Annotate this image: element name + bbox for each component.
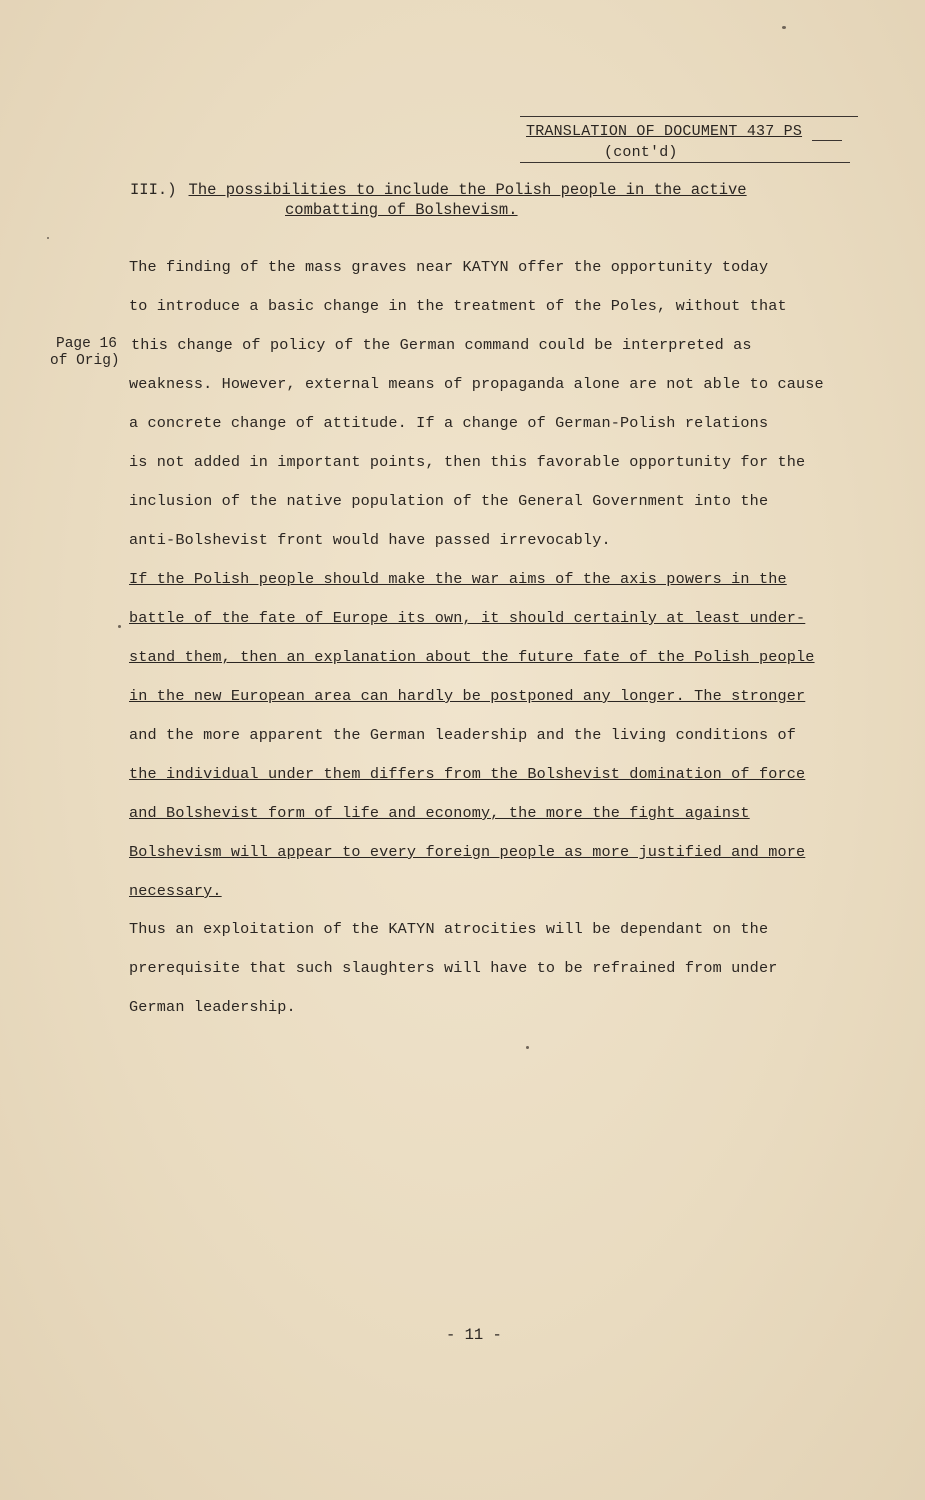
section-heading — [130, 180, 747, 219]
body-line: the individual under them differs from the Bolshevist domination of force — [129, 765, 806, 783]
body-line: inclusion of the native population of the General Government into the — [129, 492, 769, 510]
body-line: anti-Bolshevist front would have passed irrevocably. — [129, 531, 611, 549]
margin-note — [50, 336, 120, 370]
paper-speck — [526, 1046, 529, 1049]
body-line: stand them, then an explanation about the future fate of the Polish people — [129, 648, 815, 666]
body-line: and Bolshevist form of life and economy, the more the fight against — [129, 804, 750, 822]
body-line: to introduce a basic change in the treatment of the Poles, without that — [129, 297, 787, 315]
paper-speck — [47, 237, 49, 239]
section-number: III.) — [130, 181, 177, 199]
body-line: a concrete change of attitude. If a change of German-Polish relations — [129, 414, 769, 432]
body-line: The finding of the mass graves near KATYN offer the opportunity today — [129, 258, 769, 276]
body-line: in the new European area can hardly be postponed any longer. The stronger — [129, 687, 806, 705]
page-number: - 11 - — [446, 1326, 502, 1344]
continued-label: (cont'd) — [604, 144, 678, 161]
section-heading-line-2: combatting of Bolshevism. — [285, 201, 518, 219]
body-line: If the Polish people should make the war aims of the axis powers in the — [129, 570, 787, 588]
paper-speck — [118, 625, 121, 628]
body-line: German leadership. — [129, 998, 296, 1016]
body-line: battle of the fate of Europe its own, it should certainly at least under- — [129, 609, 806, 627]
body-line: Thus an exploitation of the KATYN atrocities will be dependant on the — [129, 920, 769, 938]
paper-speck — [782, 26, 786, 29]
header-rule-bottom — [520, 162, 850, 163]
header-title-rule — [812, 140, 842, 141]
section-heading-line-1: The possibilities to include the Polish people in the active — [188, 181, 747, 199]
body-line: prerequisite that such slaughters will have to be refrained from under — [129, 959, 778, 977]
body-line: this change of policy of the German command could be interpreted as — [131, 336, 752, 354]
body-line: and the more apparent the German leadership and the living conditions of — [129, 726, 797, 744]
margin-note-line-2: of Orig) — [50, 353, 120, 369]
body-line: Bolshevism will appear to every foreign people as more justified and more — [129, 843, 806, 861]
margin-note-line-1: Page 16 — [56, 336, 117, 352]
body-line: necessary. — [129, 882, 222, 900]
body-line: weakness. However, external means of propaganda alone are not able to cause — [129, 375, 824, 393]
body-line: is not added in important points, then this favorable opportunity for the — [129, 453, 806, 471]
document-title: TRANSLATION OF DOCUMENT 437 PS — [526, 123, 803, 140]
header-rule-top — [520, 116, 858, 117]
